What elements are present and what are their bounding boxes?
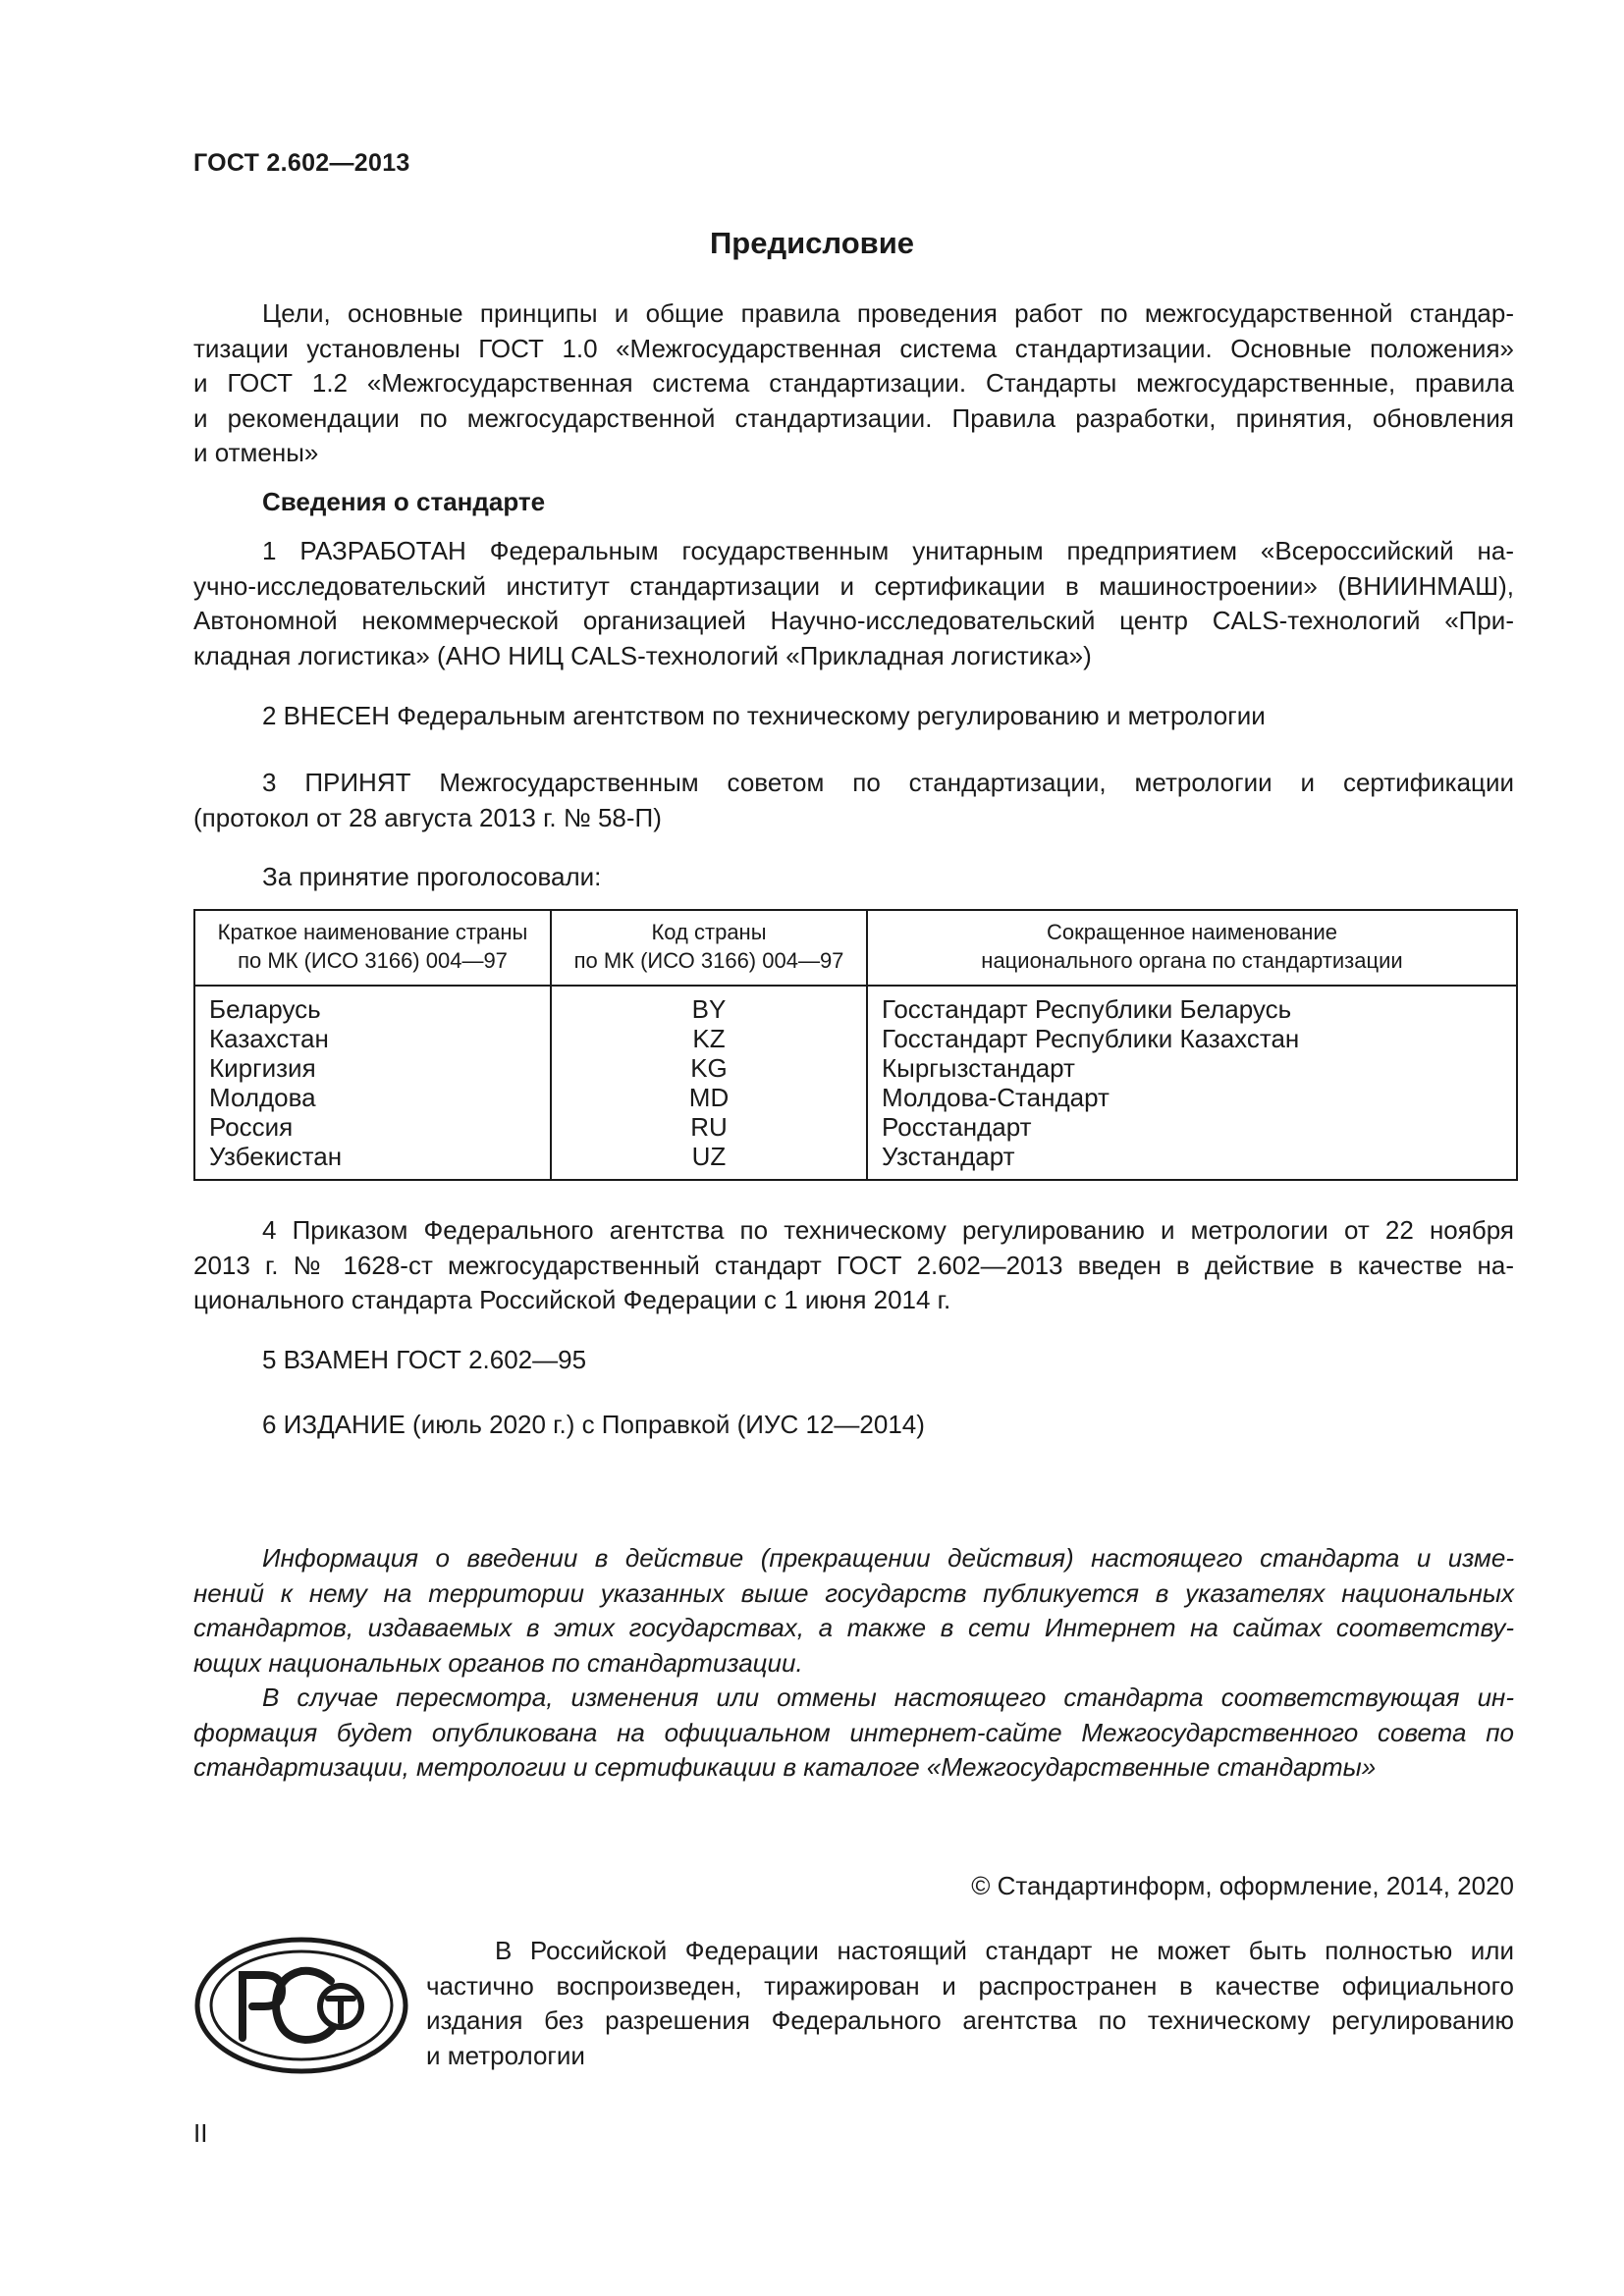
table-row xyxy=(194,986,1517,1024)
cell-code: RU xyxy=(551,1112,867,1142)
header-line: Краткое наименование страны xyxy=(217,920,528,944)
vote-label xyxy=(193,860,1514,895)
rst-logo-icon xyxy=(193,1936,409,2075)
table-row xyxy=(194,1024,1517,1053)
table-header-row xyxy=(194,910,1517,986)
header-country-name xyxy=(194,910,551,986)
cell-body: Госстандарт Республики Казахстан xyxy=(867,1024,1517,1053)
info-paragraph-2 xyxy=(193,1681,1514,1786)
voting-table xyxy=(193,909,1518,1181)
text-line: кладная логистика» (АНО НИЦ CALS-технологий «Прикладная логистика») xyxy=(193,640,1092,670)
cell-body: Росстандарт xyxy=(867,1112,1517,1142)
header-country-code xyxy=(551,910,867,986)
item-1-paragraph xyxy=(193,534,1514,673)
text-line: формация будет опубликована на официальном интернет-сайте Межгосударственного совета по xyxy=(193,1717,1514,1747)
cell-code: MD xyxy=(551,1083,867,1112)
text-line: ционального стандарта Российской Федерации с 1 июня 2014 г. xyxy=(193,1285,951,1314)
text-line: За принятие проголосовали: xyxy=(262,862,602,891)
text-line: Цели, основные принципы и общие правила проведения работ по межгосударственной стандар- xyxy=(262,298,1514,328)
item-5-paragraph xyxy=(193,1343,1514,1378)
header-line: Код страны xyxy=(651,920,767,944)
header-line: Сокращенное наименование xyxy=(1047,920,1337,944)
cell-country: Россия xyxy=(209,1112,294,1142)
text-line: 2013 г. № 1628-ст межгосударственный стандарт ГОСТ 2.602—2013 введен в действие в качестве на- xyxy=(193,1250,1514,1280)
page-title: Предисловие xyxy=(709,226,914,260)
item-6-paragraph xyxy=(193,1408,1514,1443)
text-line: и ГОСТ 1.2 «Межгосударственная система стандартизации. Стандарты межгосударственные, правила xyxy=(193,368,1514,398)
text-line: нений к нему на территории указанных выше государств публикуется в указателях национальных xyxy=(193,1577,1514,1608)
header-line: национального органа по стандартизации xyxy=(981,948,1403,973)
cell-country: Беларусь xyxy=(194,986,551,1024)
cell-country: Молдова xyxy=(209,1083,316,1112)
text-line: Информация о введении в действие (прекращении действия) настоящего стандарта и изме- xyxy=(262,1543,1514,1573)
item-3-paragraph xyxy=(193,766,1514,835)
text-line: 1 РАЗРАБОТАН Федеральным государственным унитарным предприятием «Всероссийский на- xyxy=(262,536,1514,565)
cell-country: Казахстан xyxy=(209,1024,329,1053)
cell-country: Узбекистан xyxy=(209,1142,343,1171)
text-line: тизации установлены ГОСТ 1.0 «Межгосударственная система стандартизации. Основные положения» xyxy=(193,333,1514,363)
text-line: 4 Приказом Федерального агентства по техническому регулированию и метрологии от 22 ноября xyxy=(262,1215,1514,1245)
text-line: В случае пересмотра, изменения или отмены настоящего стандарта соответствующая ин- xyxy=(262,1682,1514,1712)
table-row xyxy=(194,1053,1517,1083)
text-line: издания без разрешения Федерального агентства по техническому регулированию xyxy=(426,2005,1514,2035)
text-line: стандартизации, метрологии и сертификации в каталоге «Межгосударственные стандарты» xyxy=(193,1752,1377,1782)
text-line: В Российской Федерации настоящий стандарт не может быть полностью или xyxy=(495,1936,1514,1965)
text-line: 5 ВЗАМЕН ГОСТ 2.602—95 xyxy=(262,1345,587,1374)
copyright-line: © Стандартинформ, оформление, 2014, 2020 xyxy=(971,1871,1514,1900)
text-line: частично воспроизведен, тиражирован и распространен в качестве официального xyxy=(426,1970,1514,2001)
header-national-body xyxy=(867,910,1517,986)
cell-country: Киргизия xyxy=(209,1053,316,1083)
text-line: 6 ИЗДАНИЕ (июль 2020 г.) с Поправкой (ИУС 12—2014) xyxy=(262,1410,925,1439)
document-header: ГОСТ 2.602—2013 xyxy=(193,149,410,177)
cell-code: UZ xyxy=(551,1142,867,1180)
text-line: стандартов, издаваемых в этих государствах, а также в сети Интернет на сайтах соответству- xyxy=(193,1613,1514,1642)
text-line: 2 ВНЕСЕН Федеральным агентством по техническому регулированию и метрологии xyxy=(262,701,1266,730)
text-line: ющих национальных органов по стандартизации. xyxy=(193,1647,803,1678)
info-paragraph-1 xyxy=(193,1541,1514,1681)
cell-body: Молдова-Стандарт xyxy=(867,1083,1517,1112)
cell-code: KG xyxy=(551,1053,867,1083)
section-heading: Сведения о стандарте xyxy=(262,487,546,516)
text-line: и отмены» xyxy=(193,438,319,467)
table-row xyxy=(194,1142,1517,1180)
header-line: по МК (ИСО 3166) 004—97 xyxy=(573,948,844,973)
header-line: по МК (ИСО 3166) 004—97 xyxy=(238,948,508,973)
cell-body: Узстандарт xyxy=(867,1142,1517,1180)
page-number: II xyxy=(193,2118,208,2148)
text-line: учно-исследовательский институт стандартизации и сертификации в машиностроении» (ВНИИНМАШ), xyxy=(193,570,1514,601)
text-line: Автономной некоммерческой организацией Научно-исследовательский центр CALS-технологий «При- xyxy=(193,606,1514,635)
table-row xyxy=(194,1083,1517,1112)
text-line: (протокол от 28 августа 2013 г. № 58-П) xyxy=(193,802,662,832)
cell-body: Кыргызстандарт xyxy=(867,1053,1517,1083)
cell-code: KZ xyxy=(551,1024,867,1053)
text-line: и метрологии xyxy=(426,2040,585,2070)
text-line: 3 ПРИНЯТ Межгосударственным советом по стандартизации, метрологии и сертификации xyxy=(262,768,1514,797)
intro-paragraph xyxy=(193,296,1514,471)
rights-paragraph xyxy=(426,1934,1514,2073)
table-row xyxy=(194,1112,1517,1142)
item-4-paragraph xyxy=(193,1213,1514,1318)
text-line: и рекомендации по межгосударственной стандартизации. Правила разработки, принятия, обновления xyxy=(193,402,1514,433)
cell-code: BY xyxy=(551,986,867,1024)
cell-body: Госстандарт Республики Беларусь xyxy=(867,986,1517,1024)
item-2-paragraph xyxy=(193,699,1514,734)
